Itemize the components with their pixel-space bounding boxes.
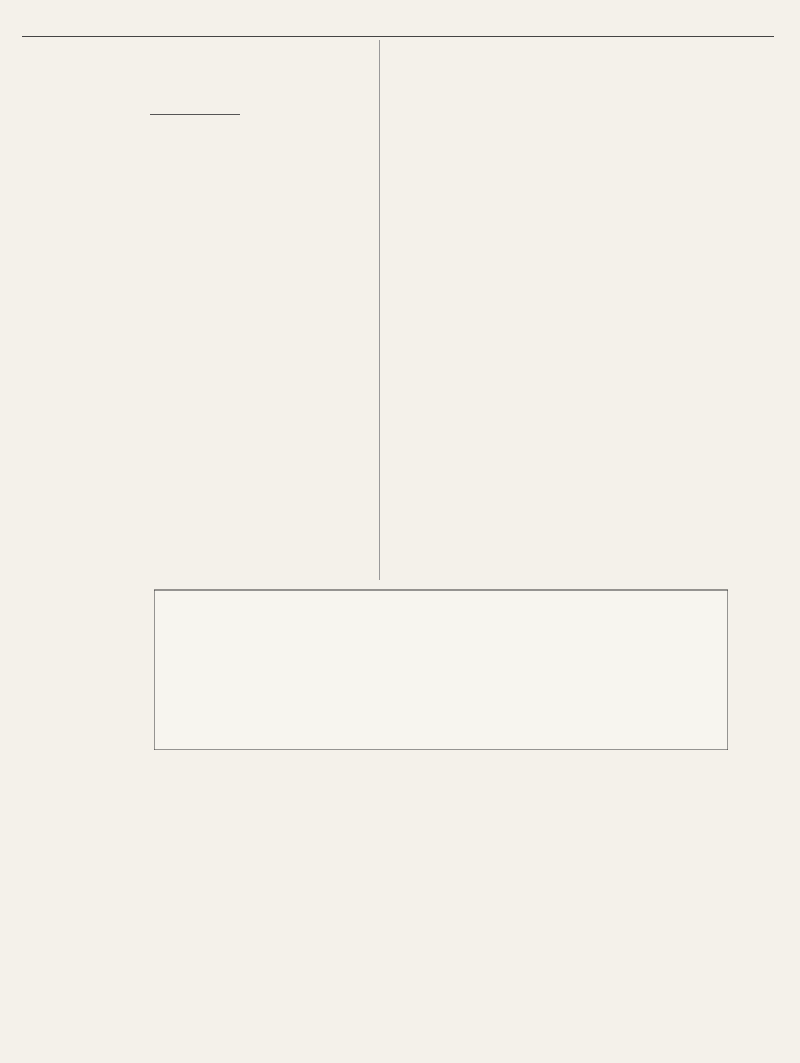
temperature-chart: [154, 576, 728, 750]
column-divider: [379, 40, 380, 580]
title-rule: [150, 114, 240, 115]
header-rule: [22, 36, 774, 37]
chart-frame: [154, 590, 728, 750]
page-header: [22, 16, 774, 34]
right-column-top: [386, 52, 736, 58]
